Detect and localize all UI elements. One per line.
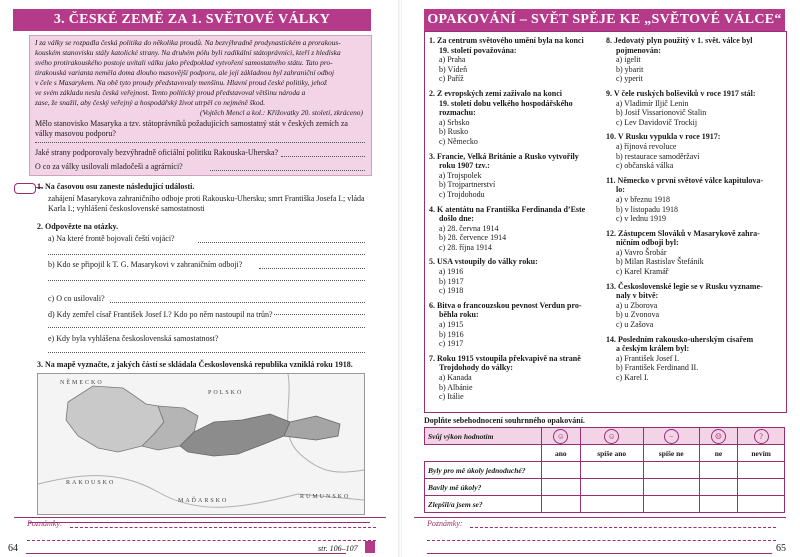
task2-c: c) O co usilovali? [48,294,105,303]
quiz-question [606,229,781,277]
question-text: 4. K atentátu na Františka Ferdinanda d’Este [429,204,586,214]
answer-option[interactable]: b) v listopadu 1918 [616,204,678,214]
quiz-question [606,176,781,224]
answer-option[interactable]: b) restaurace samoděržaví [616,151,700,161]
map-label-germany: NĚMECKO [60,380,104,386]
eval-icon-spise-ano [580,428,643,445]
answer-line[interactable] [210,170,365,171]
question-text: ničním odboji byl: [616,238,679,248]
answer-option[interactable]: c) Karel I. [616,373,649,382]
eval-cell[interactable] [643,479,699,496]
quiz-question [606,89,781,127]
answer-option[interactable]: c) Německo [439,136,478,146]
box-question-1b: války masovou podporu? [35,129,116,138]
answer-option[interactable]: a) 1915 [439,320,464,330]
answer-option[interactable]: b) Vídeň [439,64,468,74]
question-text: lo: [616,185,625,195]
question-text: běhla roku: [439,310,479,320]
quiz-column-2 [606,36,781,388]
task1-text: zahájení Masarykova zahraničního odboje proti Rakousku-Uhersku; smrt Františka Josefa I.; vláda [48,194,365,203]
answer-line[interactable] [110,302,365,303]
answer-option[interactable]: b) 1917 [439,276,464,286]
question-text: 11. Německo v první světové válce kapitulova- [606,175,764,185]
quiz-question [429,205,599,253]
question-text: 5. USA vstoupily do války roku: [429,257,538,267]
quiz-question [429,36,599,84]
answer-option[interactable]: c) 1918 [439,286,464,296]
answer-line[interactable] [48,254,365,255]
eval-cell[interactable] [699,496,738,513]
answer-option[interactable]: a) v březnu 1918 [616,194,670,204]
question-text: 6. Bitva o francouzskou pevnost Verdun pro- [429,300,582,310]
eval-row [425,462,785,479]
unsure-face-icon: ? [754,429,769,444]
eval-row [425,496,785,513]
quiz-column-1 [429,36,599,407]
question-text: roku 1907 tzv.: [439,161,490,171]
answer-line[interactable] [198,242,365,243]
question-text: 8. Jedovatý plyn použitý v 1. svět. válce byl [606,36,753,45]
box-question-2: Jaké strany podporovaly bezvýhradně oficiální politiku Rakouska-Uherska? [35,148,279,157]
quiz-question [429,354,599,402]
answer-option[interactable]: a) Kanada [439,373,472,382]
footer-rule [427,553,772,554]
question-text: 2. Z evropských zemí zaživalo na konci [429,88,562,98]
eval-cell[interactable] [580,479,643,496]
answer-option[interactable]: c) 1917 [439,339,464,349]
answer-option[interactable]: c) Karel Kramář [616,267,669,277]
answer-option[interactable]: a) igelit [616,55,641,65]
eval-row-label: Byly pro mě úkoly jednoduché? [425,462,542,479]
quiz-question [606,335,781,383]
quiz-question [429,257,599,295]
answer-line[interactable] [35,142,365,143]
eval-col-spise-ano: spíše ano [580,445,643,462]
answer-option[interactable]: a) František Josef I. [616,353,680,363]
eval-cell[interactable] [580,496,643,513]
quiz-question [429,89,599,147]
answer-option[interactable]: b) Albánie [439,382,473,392]
eval-cell[interactable] [542,462,581,479]
quiz-question [606,132,781,170]
eval-intro: Doplňte sebehodnocení souhrnného opakování. [424,416,585,425]
notes-divider [14,517,386,518]
source-line-5: v čele s Masarykem. Na obě tyto proudy představovaly menšinu. Hlavní proud české politiky, jehož [35,78,327,87]
footer-rule [26,553,346,554]
answer-option[interactable]: c) 28. října 1914 [439,242,492,252]
eval-cell[interactable] [580,462,643,479]
question-text: naly v bitvě: [616,291,659,301]
page-fold [398,0,402,557]
eval-cell[interactable] [699,462,738,479]
source-line-4: tirakouská varianta neměla doma dlouho masovější podporu, ale její základnou byl zahraniční odboj [35,68,335,77]
neutral-face-icon: − [664,429,679,444]
answer-option[interactable]: a) Srbsko [439,117,470,127]
question-text: 14. Posledním rakousko-uherským císařem [606,334,754,344]
answer-option[interactable]: c) Trojdohodu [439,189,485,199]
answer-option[interactable]: b) Milan Rastislav Štefánik [616,257,704,267]
answer-option[interactable]: b) Josif Vissarionovič Stalin [616,108,707,118]
eval-cell[interactable] [643,462,699,479]
answer-option[interactable]: b) 1916 [439,329,464,339]
answer-option[interactable]: b) Trojpartnerství [439,180,496,190]
task1-title: 1. Na časovou osu zaneste následující události. [37,182,195,191]
map-label-austria: RAKOUSKO [66,480,116,486]
answer-line[interactable] [259,268,365,269]
self-evaluation-table [424,427,785,513]
question-text: rozmachu: [439,108,476,118]
notes-line[interactable] [27,540,376,541]
notes-divider [414,517,786,518]
source-citation: (Vojtěch Mencl a kol.: Křižovatky 20. století, zkráceno) [200,108,363,117]
eval-row-label: Zlepšil/a jsem se? [425,496,542,513]
answer-option[interactable]: a) u Zborova [616,300,658,310]
question-text: Trojdohody do války: [439,363,513,373]
task2-title: 2. Odpovězte na otázky. [37,222,119,231]
notes-line[interactable] [470,527,776,528]
source-line-2: kouském stanovisku stály katolické strany. Na druhém pólu byli radikální státoprávníci, kteří z hlediska [35,48,341,57]
answer-option[interactable]: a) Vladimír Iljič Lenin [616,98,689,108]
question-text: 7. Roku 1915 vstoupila překvapivě na straně [429,353,581,363]
map-label-romania: RUMUNSKO [300,494,351,500]
eval-col-spise-ne: spíše ne [643,445,699,462]
answer-option[interactable]: a) Vavro Šrobár [616,247,667,257]
box-question-1: Mělo stanovisko Masaryka a tzv. státoprávníků požadujících samostatný stát v českých zemích za [35,119,348,128]
task2-b: b) Kdo se připojil k T. G. Masarykovi v zahraničním odboji? [48,260,243,269]
answer-option[interactable]: b) Rusko [439,127,469,137]
question-text: pojmenován: [616,45,661,55]
answer-option[interactable]: c) Itálie [439,392,464,402]
quiz-question [606,282,781,330]
source-line-1: I za války se rozpadla česká politika do několika proudů. Na bezvýhradně prodynastickém a prorakous- [35,38,341,47]
task2-a: a) Na které frontě bojovali čeští vojáci? [48,234,175,243]
task2-e: e) Kdy byla vyhlášena československá samostatnost? [48,334,219,343]
answer-line[interactable] [48,327,365,328]
answer-option[interactable]: b) ybarit [616,64,644,74]
question-text: 3. Francie, Velká Británie a Rusko vytvořily [429,151,579,161]
notes-line[interactable] [427,540,776,541]
question-text: 19. století dobu velkého hospodářského [439,98,573,108]
question-text: a českým králem byl: [616,344,690,354]
quiz-question [429,152,599,200]
eval-icon-nevim [738,428,785,445]
task2-d: d) Kdy zemřel císař František Josef I.? Kdo po něm nastoupil na trůn? [48,310,273,319]
quiz-question [606,36,781,84]
source-line-7: zase, že snažil, aby český veřejný a hospodářský život utrpěl co nejméně škod. [35,98,266,107]
task1-text-2: Karla I.; vyhlášení československé samostatnosti [48,204,205,213]
page-reference: str. 106–107 [318,544,358,553]
map-label-poland: POLSKO [208,390,244,396]
answer-line[interactable] [48,352,365,353]
answer-option[interactable]: c) yperit [616,74,643,84]
question-text: 12. Zástupcem Slováků v Masarykově zahra- [606,228,760,238]
question-text: 19. století považována: [439,45,517,55]
question-text: 1. Za centrum světového umění byla na konci [429,36,584,45]
answer-option[interactable]: c) občanská válka [616,161,674,171]
timeline-icon [14,183,36,194]
eval-cell[interactable] [542,479,581,496]
source-line-6: ve svém základu nesla česká veřejnost. Tento politický proud představoval většinu národa a [35,88,306,97]
sad-face-icon: ☹ [711,429,726,444]
eval-cell[interactable] [542,496,581,513]
question-text: 9. V čele ruských bolševiků v roce 1917 stál: [606,88,756,98]
map-label-hungary: MAĎARSKO [178,498,229,504]
eval-col-ano: ano [542,445,581,462]
answer-option[interactable]: a) říjnová revoluce [616,141,677,151]
eval-col-nevim: nevím [738,445,785,462]
answer-option[interactable]: c) u Zašova [616,320,654,330]
very-happy-face-icon: ☺ [553,429,568,444]
eval-icon-ano [542,428,581,445]
eval-cell[interactable] [738,462,785,479]
question-text: došlo dne: [439,214,474,224]
answer-option[interactable]: c) Lev Davidovič Trockij [616,117,698,127]
quiz-question [429,301,599,349]
eval-icon-spise-ne [643,428,699,445]
box-question-3: O co za války usilovali mladočeši a agrárníci? [35,162,183,171]
eval-header: Svůj výkon hodnotím [425,428,542,445]
page-number-left: 64 [8,543,18,554]
page-number-right: 65 [776,543,786,554]
question-text: 13. Československé legie se v Rusku vyzname- [606,281,763,291]
answer-option[interactable]: a) 28. června 1914 [439,223,499,233]
happy-face-icon: ☺ [604,429,619,444]
answer-option[interactable]: a) Trojspolek [439,170,482,180]
eval-col-ne: ne [699,445,738,462]
notes-line[interactable] [70,527,376,528]
eval-cell[interactable] [738,479,785,496]
eval-cell[interactable] [699,479,738,496]
answer-option[interactable]: c) v lednu 1919 [616,214,666,224]
bookmark-icon [365,541,375,553]
right-page-title: OPAKOVÁNÍ – SVĚT SPĚJE KE „SVĚTOVÉ VÁLCE“ [424,9,785,31]
notes-label: Poznámky: [27,519,63,528]
eval-row [425,479,785,496]
eval-cell[interactable] [643,496,699,513]
answer-line[interactable] [48,280,365,281]
eval-row-label: Bavily mě úkoly? [425,479,542,496]
eval-icon-ne [699,428,738,445]
map-czechoslovakia[interactable] [37,373,365,515]
answer-option[interactable]: b) 28. července 1914 [439,233,507,243]
notes-label: Poznámky: [427,519,463,528]
task3-title: 3. Na mapě vyznačte, z jakých částí se skládala Československá republika vzniklá roku 1918. [37,360,353,369]
answer-option[interactable]: c) Paříž [439,74,464,84]
answer-option[interactable]: b) František Ferdinand II. [616,363,699,373]
source-line-3: svého protirakouského postoje uvítali válku jako předpoklad vytvoření samostatného státu. Tato pro- [35,58,333,67]
answer-line[interactable] [281,156,365,157]
question-text: 10. V Rusku vypukla v roce 1917: [606,132,721,142]
left-page-title: 3. ČESKÉ ZEMĚ ZA 1. SVĚTOVÉ VÁLKY [13,9,371,31]
eval-cell[interactable] [738,496,785,513]
answer-option[interactable]: a) Praha [439,55,466,65]
answer-option[interactable]: a) 1916 [439,267,464,277]
answer-option[interactable]: b) u Zvonova [616,310,660,320]
